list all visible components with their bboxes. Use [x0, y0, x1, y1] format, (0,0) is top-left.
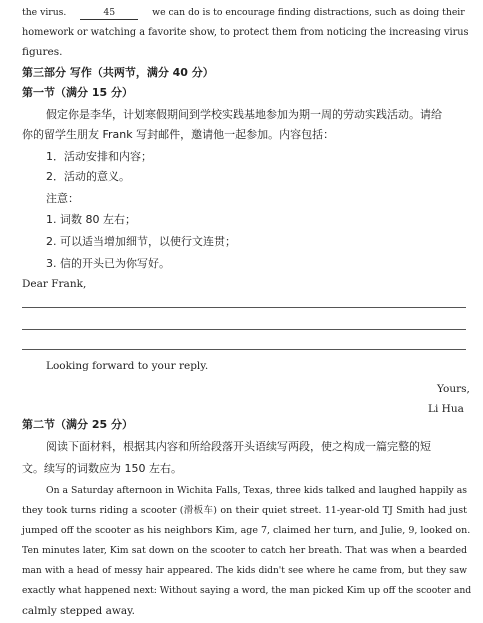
- writing-line-3: [22, 349, 466, 350]
- story-line-6: exactly what happened next: Without saying a word, the man picked Kim up off the scooter and: [22, 585, 472, 596]
- instruction-line-2: 文。续写的词数应为 150 左右。: [22, 462, 182, 475]
- reading-line-2: homework or watching a favorite show, to protect them from noticing the increasing virus: [22, 27, 469, 38]
- note-3: 3. 信的开头已为你写好。: [46, 257, 170, 270]
- story-line-1: On a Saturday afternoon in Wichita Falls, Texas, three kids talked and laughed happily as: [46, 485, 467, 496]
- reading-line-1-pre: the virus.: [22, 7, 67, 18]
- content-item-1: 1．活动安排和内容；: [46, 150, 152, 163]
- story-line-5: man with a head of messy hair appeared. The kids didn't see where he came from, but they saw: [22, 566, 467, 576]
- prompt-line-2: 你的留学生朋友 Frank 写封邮件，邀请他一起参加。内容包括：: [22, 128, 335, 141]
- reading-line-3: figures.: [22, 46, 63, 58]
- story-line-4: Ten minutes later, Kim sat down on the scooter to catch her breath. That was when a bearded: [22, 545, 467, 556]
- letter-signoff: Yours,: [437, 383, 470, 395]
- reading-line-1-post: we can do is to encourage finding distractions, such as doing their: [152, 7, 465, 18]
- content-item-2: 2．活动的意义。: [46, 170, 130, 183]
- story-line-2: they took turns riding a scooter (滑板车) on their quiet street. 11-year-old TJ Smith had just: [22, 505, 467, 516]
- writing-line-1: [22, 307, 466, 308]
- notes-label: 注意：: [46, 192, 79, 205]
- story-line-3: jumped off the scooter as his neighbors Kim, age 7, claimed her turn, and Julie, 9, looked on.: [22, 525, 471, 536]
- reading-line-1: [22, 4, 466, 22]
- part3-header: 第三部分 写作（共两节，满分 40 分）: [22, 66, 214, 79]
- blank-number: 45: [103, 7, 116, 18]
- note-1: 1. 词数 80 左右；: [46, 213, 136, 226]
- writing-line-2: [22, 329, 466, 330]
- story-line-7: calmly stepped away.: [22, 605, 136, 617]
- instruction-line-1: 阅读下面材料，根据其内容和所给段落开头语续写两段，使之构成一篇完整的短: [46, 440, 431, 453]
- letter-closing-line: Looking forward to your reply.: [46, 360, 209, 372]
- prompt-line-1: 假定你是李华，计划寒假期间到学校实践基地参加为期一周的劳动实践活动。请给: [46, 108, 442, 121]
- answer-blank-45: [80, 6, 138, 20]
- letter-signature: Li Hua: [428, 403, 464, 415]
- letter-salutation: Dear Frank,: [22, 278, 87, 290]
- section2-header: 第二节（满分 25 分）: [22, 418, 133, 431]
- section1-header: 第一节（满分 15 分）: [22, 86, 133, 99]
- note-2: 2. 可以适当增加细节，以使行文连贯；: [46, 235, 236, 248]
